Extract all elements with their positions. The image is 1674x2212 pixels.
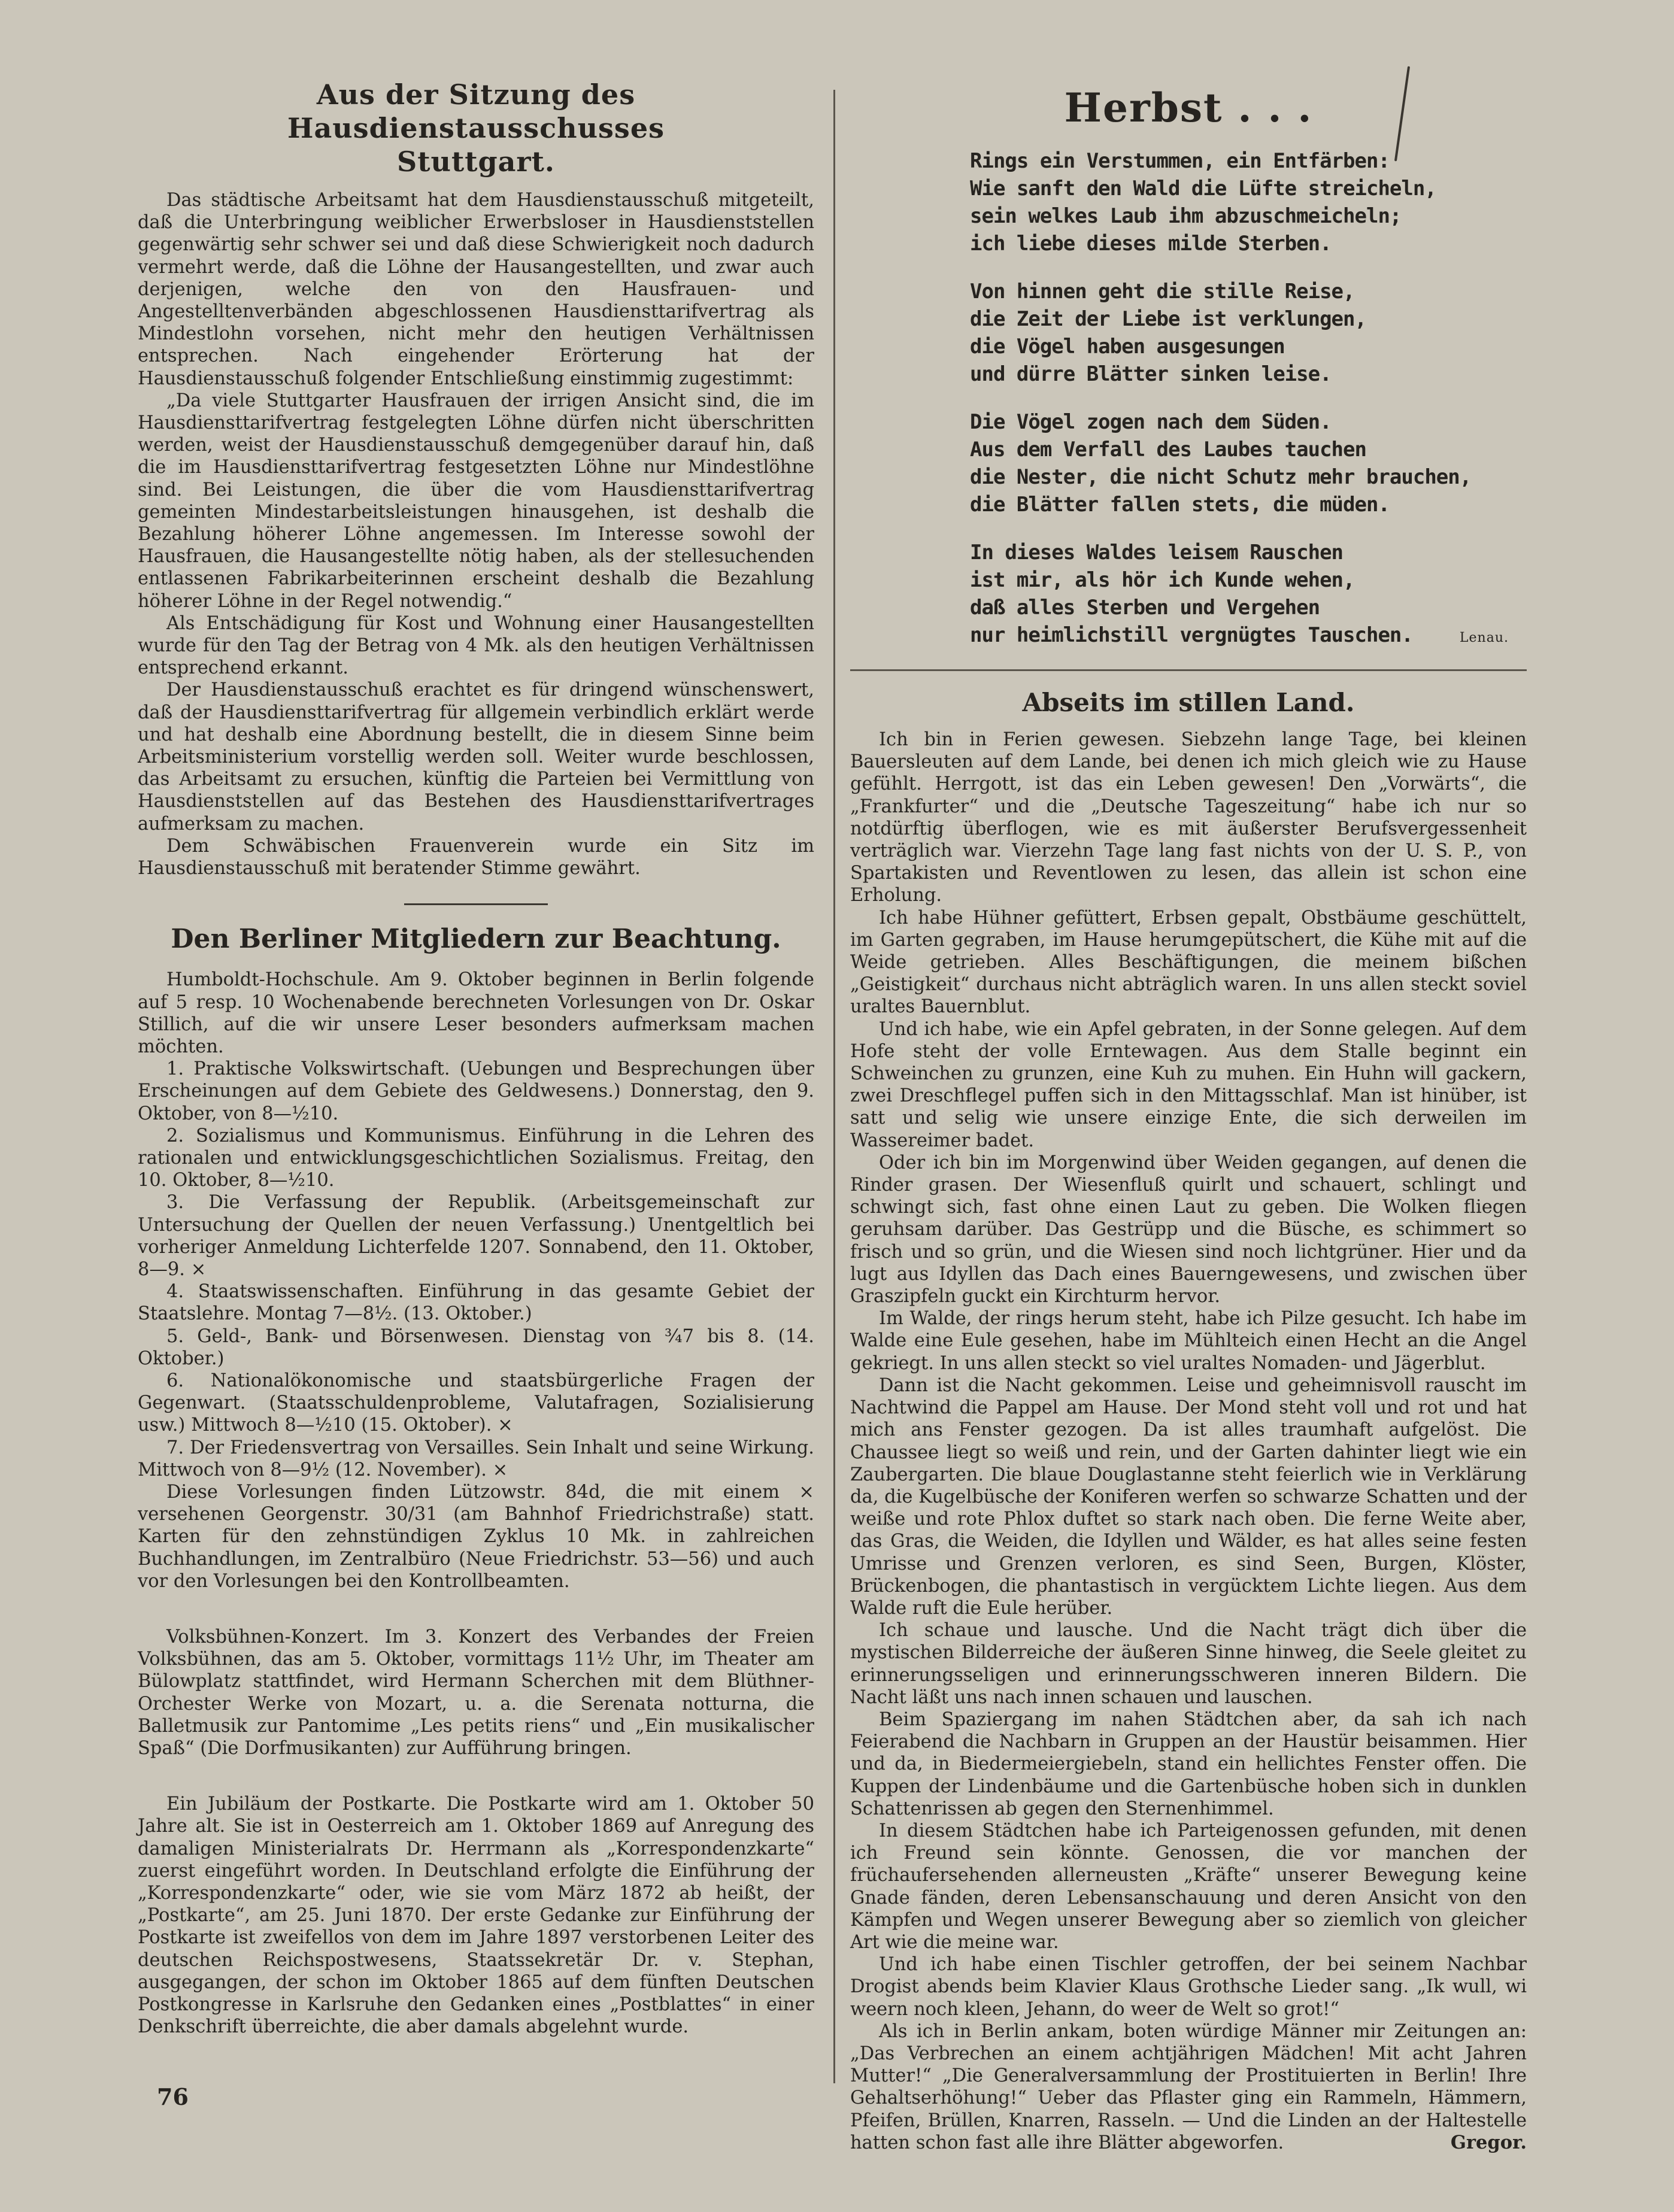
poem-line: Die Vögel zogen nach dem Süden. bbox=[970, 410, 1332, 434]
news-postkarte: Ein Jubiläum der Postkarte. Die Postkarte wird am 1. Oktober 50 Jahre alt. Sie ist in Oesterreich am 1. Oktober 1869 auf Anregung des damaligen Ministerialrats Dr. Herrmann als „Korrespondenzkarte“ zuerst eingeführt worden. In Deutschland erfolgte die Einführung der „Korrespondenzkarte“ oder, wie sie vom März 1872 ab heißt, der „Postkarte“, am 25. Juni 1870. Der erste Gedanke zur Einführung der Postkarte ist zweifellos von dem im Jahre 1897 verstorbenen Leiter des deutschen Reichspostwesens, Staatssekretär Dr. v. Stephan, ausgegangen, der schon im Oktober 1865 auf dem fünften Deutschen Postkongresse in Karlsruhe den Gedanken eines „Postblattes“ in einer Denkschrift überreichte, die aber damals abgelehnt wurde. bbox=[138, 1794, 814, 2038]
poem-line: die Zeit der Liebe ist verklungen, bbox=[970, 307, 1366, 331]
lecture-item: 5. Geld-, Bank- und Börsenwesen. Dienstag von ¾7 bis 8. (14. Oktober.) bbox=[138, 1325, 814, 1369]
paragraph: Dann ist die Nacht gekommen. Leise und geheimnisvoll rauscht im Nachtwind die Pappel am Hause. Der Mond steht voll und rot und hat mich ans Fenster gezogen. Da ist alles traumhaft aufgelöst. Die Chaussee liegt so weiß und rein, und der Garten dahinter liegt wie ein Zaubergarten. Die blaue Douglastanne steht feierlich wie in Verklärung da, die Kugelbüsche der Koniferen werfen so schwarze Schatten und der weiße und rote Phlox duftet so stark nach oben. Die ferne Weite aber, das Gras, die Weiden, die Idyllen und Wälder, es hat alles seine festen Umrisse und Grenzen verloren, es sind Seen, Burgen, Klöster, Brückenbogen, die phantastisch in vergücktem Lichte liegen. Aus dem Walde ruft die Eule herüber. bbox=[850, 1374, 1527, 1619]
paragraph: Und ich habe, wie ein Apfel gebraten, in der Sonne gelegen. Auf dem Hofe steht der volle Erntewagen. Aus dem Stalle beginnt ein Schweinchen zu grunzen, eine Kuh zu muhen. Ein Huhn will gackern, zwei Dreschflegel puffen sich in den Mittagsschlaf. Man ist hinüber, ist satt und selig wie unsere einzige Ente, die sich derweilen im Wassereimer badet. bbox=[850, 1018, 1527, 1151]
section-divider bbox=[850, 669, 1527, 671]
right-column bbox=[850, 72, 1527, 2154]
paragraph: Humboldt-Hochschule. Am 9. Oktober beginnen in Berlin folgende auf 5 resp. 10 Wochenabende berechneten Vorlesungen von Dr. Oskar Stillich, auf die wir unsere Leser besonders aufmerksam machen möchten. bbox=[138, 969, 814, 1057]
column-divider bbox=[833, 90, 835, 2083]
lecture-item: 1. Praktische Volkswirtschaft. (Uebungen und Besprechungen über Erscheinungen auf dem Gebiete des Geldwesens.) Donnerstag, den 9. Oktober, von 8—½10. bbox=[138, 1058, 814, 1124]
poem-line: sein welkes Laub ihm abzuschmeicheln; bbox=[970, 204, 1402, 228]
paragraph: Diese Vorlesungen finden Lützowstr. 84d, die mit einem × versehenen Georgenstr. 30/31 (am Bahnhof Friedrichstraße) statt. Karten für den zehnstündigen Zyklus 10 Mk. in zahlreichen Buchhandlungen, im Zentralbüro (Neue Friedrichstr. 53—56) und auch vor den Vorlesungen bei den Kontrollbeamten. bbox=[138, 1481, 814, 1592]
poem-line: Aus dem Verfall des Laubes tauchen bbox=[970, 438, 1366, 462]
paragraph: In diesem Städtchen habe ich Parteigenossen gefunden, mit denen ich Freund sein könnte. Genossen, die vor manchen der früchaufersehenden allerneusten „Kräfte“ unserer Bewegung keine Gnade fänden, deren Lebensanschauung und deren Ansicht von den Kämpfen und Wegen unserer Bewegung aber so ziemlich von gleicher Art wie die meine war. bbox=[850, 1820, 1527, 1953]
article-title-hausdienst: Aus der Sitzung des Hausdienstausschusses Stuttgart. bbox=[287, 78, 665, 178]
lecture-item: 7. Der Friedensvertrag von Versailles. Sein Inhalt und seine Wirkung. Mittwoch von 8—9½ (12. November). × bbox=[138, 1437, 814, 1480]
paragraph: Beim Spaziergang im nahen Städtchen aber, da sah ich nach Feierabend die Nachbarn in Gruppen an der Haustür beisammen. Hier und da, in Biedermeiergiebeln, stand ein hellichtes Fenster offen. Die Kuppen der Lindenbäume und die Gartenbüsche hoben sich in dunklen Schattenrissen ab gegen den Sternenhimmel. bbox=[850, 1709, 1527, 1819]
paragraph: „Da viele Stuttgarter Hausfrauen der irrigen Ansicht sind, die im Hausdiensttarifvertrag festgelegten Löhne dürfen nicht überschritten werden, weist der Hausdienstausschuß demgegenüber darauf hin, daß die im Hausdiensttarifvertrag festgesetzten Löhne nur Mindestlöhne sind. Bei Leistungen, die über die vom Hausdiensttarifvertrag gemeinten Mindestarbeitsleistungen hinausgehen, ist deshalb die Bezahlung höherer Löhne angemessen. Im Interesse sowohl der Hausfrauen, die Hausangestellte nötig haben, als der stellesuchenden entlassenen Fabrikarbeiterinnen erscheint deshalb die Bezahlung höherer Löhne in der Regel notwendig.“ bbox=[138, 390, 814, 612]
poem-line: ich liebe dieses milde Sterben. bbox=[970, 232, 1332, 256]
paragraph: Das städtische Arbeitsamt hat dem Hausdienstausschuß mitgeteilt, daß die Unterbringung weiblicher Erwerbsloser in Hausdienststellen gegenwärtig sehr schwer sei und daß diese Schwierigkeit noch dadurch vermehrt werde, daß die Löhne der Hausangestellten, und zwar auch derjenigen, welche den von den Hausfrauen- und Angestelltenverbänden abgeschlossenen Hausdiensttarifvertrag als Mindestlohn vorsehen, nicht mehr den heutigen Verhältnissen entsprechen. Nach eingehender Erörterung hat der Hausdienstausschuß folgender Entschließung einstimmig zugestimmt: bbox=[138, 190, 814, 389]
poem-title: Herbst . . . bbox=[1064, 84, 1313, 131]
poem-author: Lenau. bbox=[1459, 630, 1509, 645]
lecture-item: 4. Staatswissenschaften. Einführung in das gesamte Gebiet der Staatslehre. Montag 7—8½. (13. Oktober.) bbox=[138, 1281, 814, 1325]
poem-stanza bbox=[970, 408, 1527, 518]
poem-stanza bbox=[970, 539, 1527, 649]
poem-line: Rings ein Verstummen, ein Entfärben: bbox=[970, 149, 1390, 173]
poem-line: die Blätter fallen stets, die müden. bbox=[970, 493, 1390, 517]
paragraph: Und ich habe einen Tischler getroffen, der bei seinem Nachbar Drogist abends beim Klavier Klaus Grothsche Lieder sang. „Ik wull, wi weern noch kleen, Jehann, do weer de Welt so grot!“ bbox=[850, 1954, 1527, 2020]
lecture-item: 3. Die Verfassung der Republik. (Arbeitsgemeinschaft zur Untersuchung der Quellen der neuen Verfassung.) Unentgeltlich bei vorheriger Anmeldung Lichterfelde 1207. Sonnabend, den 11. Oktober, 8—9. × bbox=[138, 1192, 814, 1280]
poem-line: Wie sanft den Wald die Lüfte streicheln, bbox=[970, 177, 1436, 201]
paragraph: Dem Schwäbischen Frauenverein wurde ein Sitz im Hausdienstausschuß mit beratender Stimme gewährt. bbox=[138, 835, 814, 879]
poem-line: nur heimlichstill vergnügtes Tauschen. bbox=[970, 623, 1413, 647]
paragraph: Als ich in Berlin ankam, boten würdige Männer mir Zeitungen an: „Das Verbrechen an einem achtjährigen Mädchen! Mit acht Jahren Mutter!“ „Die Generalversammlung der Prostituierten in Berlin! Ihre Gehaltserhöhung!“ Ueber das Pflaster ging ein Rammeln, Hämmern, Pfeifen, Brüllen, Knarren, Rasseln. — Und die Linden an der Haltestelle hatten schon fast alle ihre Blätter abgeworfen. Gregor. bbox=[850, 2020, 1527, 2153]
page-number: 76 bbox=[157, 2083, 189, 2110]
article-title-abseits: Abseits im stillen Land. bbox=[1022, 688, 1355, 717]
poem-line: daß alles Sterben und Vergehen bbox=[970, 596, 1320, 620]
poem-line: die Vögel haben ausgesungen bbox=[970, 335, 1285, 359]
poem-line: ist mir, als hör ich Kunde wehen, bbox=[970, 568, 1355, 592]
section-divider bbox=[404, 903, 548, 905]
paragraph: Ich schaue und lausche. Und die Nacht trägt dich über die mystischen Bilderreiche der äußeren Sinne hinweg, die Seele gleitet zu erinnerungsseligen und erinnerungsschweren inneren Bildern. Die Nacht läßt uns nach innen schauen und lauschen. bbox=[850, 1620, 1527, 1708]
poem-line: die Nester, die nicht Schutz mehr brauchen, bbox=[970, 465, 1472, 489]
poem-line: Von hinnen geht die stille Reise, bbox=[970, 280, 1355, 304]
paragraph: Ich bin in Ferien gewesen. Siebzehn lange Tage, bei kleinen Bauersleuten auf dem Lande, bei denen ich mich gleich wie zu Hause gefühlt. Herrgott, ist das ein Leben gewesen! Den „Vorwärts“, die „Frankfurter“ und die „Deutsche Tageszeitung“ habe ich nur so notdürftig überflogen, wie es mit äußerster Berufsvergessenheit verträglich war. Vierzehn Tage lang fast nichts von der U. S. P., von Spartakisten und Reventlowen zu lesen, das allein ist schon eine Erholung. bbox=[850, 729, 1527, 906]
poem-line: In dieses Waldes leisem Rauschen bbox=[970, 541, 1344, 565]
lecture-item: 2. Sozialismus und Kommunismus. Einführung in die Lehren des rationalen und entwicklungsgeschichtlichen Sozialismus. Freitag, den 10. Oktober, 8—½10. bbox=[138, 1125, 814, 1191]
paragraph: Der Hausdienstausschuß erachtet es für dringend wünschenswert, daß der Hausdiensttarifvertrag für allgemein verbindlich erklärt werde und hat deshalb eine Abordnung bestellt, die in diesem Sinne beim Arbeitsministerium vorstellig werden soll. Weiter wurde beschlossen, das Arbeitsamt zu ersuchen, künftig die Parteien bei Vermittlung von Hausdienststellen auf das Bestehen des Hausdiensttarifvertrages aufmerksam zu machen. bbox=[138, 679, 814, 835]
paragraph: Als Entschädigung für Kost und Wohnung einer Hausangestellten wurde für den Tag der Betrag von 4 Mk. als den heutigen Verhältnissen entsprechend erkannt. bbox=[138, 612, 814, 679]
left-column bbox=[138, 78, 814, 2038]
article-signature: Gregor. bbox=[1450, 2131, 1527, 2153]
article-title-berliner: Den Berliner Mitgliedern zur Beachtung. bbox=[171, 924, 781, 955]
poem-line: und dürre Blätter sinken leise. bbox=[970, 362, 1332, 386]
paragraph: Im Walde, der rings herum steht, habe ich Pilze gesucht. Ich habe im Walde eine Eule gesehen, habe im Mühlteich einen Hecht an die Angel gekriegt. In uns allen steckt so viel uraltes Nomaden- und Jägerblut. bbox=[850, 1308, 1527, 1374]
poem-stanza bbox=[970, 278, 1527, 388]
lecture-item: 6. Nationalökonomische und staatsbürgerliche Fragen der Gegenwart. (Staatsschuldenprobleme, Valutafragen, Sozialisierung usw.) Mittwoch 8—½10 (15. Oktober). × bbox=[138, 1370, 814, 1436]
paragraph: Ich habe Hühner gefüttert, Erbsen gepalt, Obstbäume geschüttelt, im Garten gegraben, im Hause herumgepütschert, die Kühe mit auf die Weide getrieben. Alles Beschäftigungen, die meinem bißchen „Geistigkeit“ durchaus nicht abträglich waren. In uns allen steckt soviel uraltes Bauernblut. bbox=[850, 907, 1527, 1018]
news-volksbuehne: Volksbühnen-Konzert. Im 3. Konzert des Verbandes der Freien Volksbühnen, das am 5. Oktober, vormittags 11½ Uhr, im Theater am Bülowplatz stattfindet, wird Hermann Scherchen mit dem Blüthner-Orchester Werke von Mozart, u. a. die Serenata notturna, die Balletmusik zur Pantomime „Les petits riens“ und „Ein musikalischer Spaß“ (Die Dorfmusikanten) zur Aufführung bringen. bbox=[138, 1626, 814, 1759]
paragraph: Oder ich bin im Morgenwind über Weiden gegangen, auf denen die Rinder grasen. Der Wiesenfluß quirlt und schauert, schlingt und schwingt sich, fast ohne einen Laut zu geben. Die Wolken fliegen geruhsam darüber. Das Gestrüpp und die Büsche, es schimmert so frisch und so grün, und die Wiesen sind noch lichtgrüner. Hier und da lugt aus Idyllen das Dach eines Bauerngewesens, und zwischen über Graszipfeln guckt ein Kirchturm hervor. bbox=[850, 1152, 1527, 1307]
poem-stanza bbox=[970, 147, 1527, 257]
